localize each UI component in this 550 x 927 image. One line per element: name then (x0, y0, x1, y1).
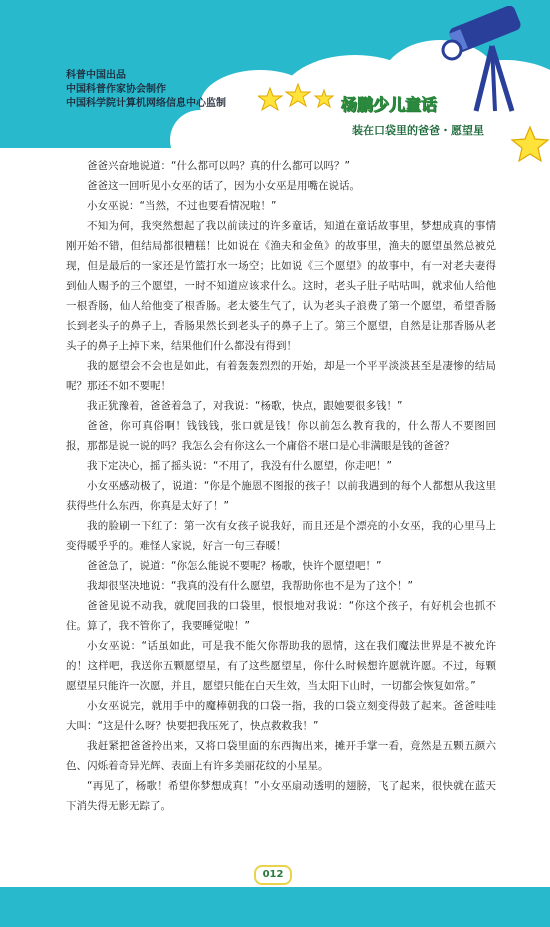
paragraph: 小女巫感动极了，说道：“你是个施恩不图报的孩子！以前我遇到的每个人都想从我这里获得些什么东西，你真是太好了！” (66, 480, 496, 512)
paragraph: “再见了，杨歌！希望你梦想成真！”小女巫扇动透明的翅膀，飞了起来，很快就在蓝天下消失得无影无踪了。 (66, 780, 496, 812)
header-banner (0, 0, 550, 148)
paragraph: 我下定决心，摇了摇头说：“不用了，我没有什么愿望，你走吧！” (87, 460, 392, 472)
paragraph: 小女巫说：“当然，不过也要看情况啦！” (87, 200, 277, 212)
paragraph: 我赶紧把爸爸拎出来，又将口袋里面的东西掏出来，摊开手掌一看，竟然是五颗五颜六色、闪烁着奇异光辉、表面上有许多美丽花纹的小星星。 (66, 740, 496, 772)
credit-maker: 中国科普作家协会制作 (66, 84, 166, 95)
star-icon (510, 125, 550, 165)
paragraph: 爸爸这一回听见小女巫的话了，因为小女巫是用嘴在说话。 (87, 180, 360, 192)
credits (66, 69, 266, 111)
paragraph: 爸爸急了，说道：“你怎么能说不要呢？杨歌，快许个愿望吧！” (87, 560, 382, 572)
paragraph: 小女巫说完，就用手中的魔棒朝我的口袋一指，我的口袋立刻变得鼓了起来。爸爸哇哇大叫：“这是什么呀？快要把我压死了，快点救救我！” (66, 700, 496, 732)
paragraph: 不知为何，我突然想起了我以前读过的许多童话，知道在童话故事里，梦想成真的事情刚开始不错，但结局都很糟糕！比如说在《渔夫和金鱼》的故事里，渔夫的愿望虽然总被兑现，但是最后的一家还是竹篮打水一场空；比如说《三个愿望》的故事中，有一对老夫妻得到仙人赐予的三个愿望，一时不知道应该求什么。这时，老头子肚子咕咕叫，就求仙人给他一根香肠，仙人给他变了根香肠。老太婆生气了，认为老头子浪费了第一个愿望，希望香肠长到老头子的鼻子上，香肠果然长到老头子的鼻子上了。第三个愿望，自然是让那香肠从老头子的鼻子上掉下来，结果他们什么都没有得到！ (66, 220, 496, 352)
credit-supervisor: 中国科学院计算机网络信息中心监制 (66, 98, 226, 109)
series-title: 杨鹏少儿童话 (341, 95, 438, 114)
telescope-icon (440, 6, 540, 116)
footer-bar (0, 887, 550, 927)
book-title: 装在口袋里的爸爸・愿望星 (352, 124, 484, 137)
paragraph: 我的愿望会不会也是如此，有着轰轰烈烈的开始，却是一个平平淡淡甚至是凄惨的结局呢？那还不如不要呢！ (66, 360, 496, 392)
paragraph: 我却很坚决地说：“我真的没有什么愿望，我帮助你也不是为了这个！” (87, 580, 413, 592)
paragraph: 爸爸见说不动我，就爬回我的口袋里，恨恨地对我说：“你这个孩子，有好机会也抓不住。算了，我不管你了，我要睡觉啦！” (66, 600, 496, 632)
page-number: 012 (254, 865, 292, 885)
paragraph: 爸爸兴奋地说道：“什么都可以吗？真的什么都可以吗？” (87, 160, 350, 172)
paragraph: 爸爸，你可真俗啊！钱钱钱，张口就是钱！你以前怎么教育我的，什么帮人不要图回报，那都是说一说的吗？我怎么会有你这么一个庸俗不堪口是心非满眼是钱的爸爸？ (66, 420, 496, 452)
story-text (66, 156, 496, 816)
credit-producer: 科普中国出品 (66, 70, 126, 81)
paragraph: 我的脸刷一下红了：第一次有女孩子说我好，而且还是个漂亮的小女巫，我的心里马上变得暖乎乎的。难怪人家说，好言一句三春暖！ (66, 520, 496, 552)
star-icon (258, 80, 348, 120)
paragraph: 小女巫说：“话虽如此，可是我不能欠你帮助我的恩情，这在我们魔法世界是不被允许的！这样吧，我送你五颗愿望星，有了这些愿望星，你什么时候想许愿就许愿。不过，每颗愿望星只能许一次愿，并且，愿望只能在白天生效，当太阳下山时，一切都会恢复如常。” (66, 640, 496, 692)
paragraph: 我正犹豫着，爸爸着急了，对我说：“杨歌，快点，跟她要很多钱！” (87, 400, 403, 412)
